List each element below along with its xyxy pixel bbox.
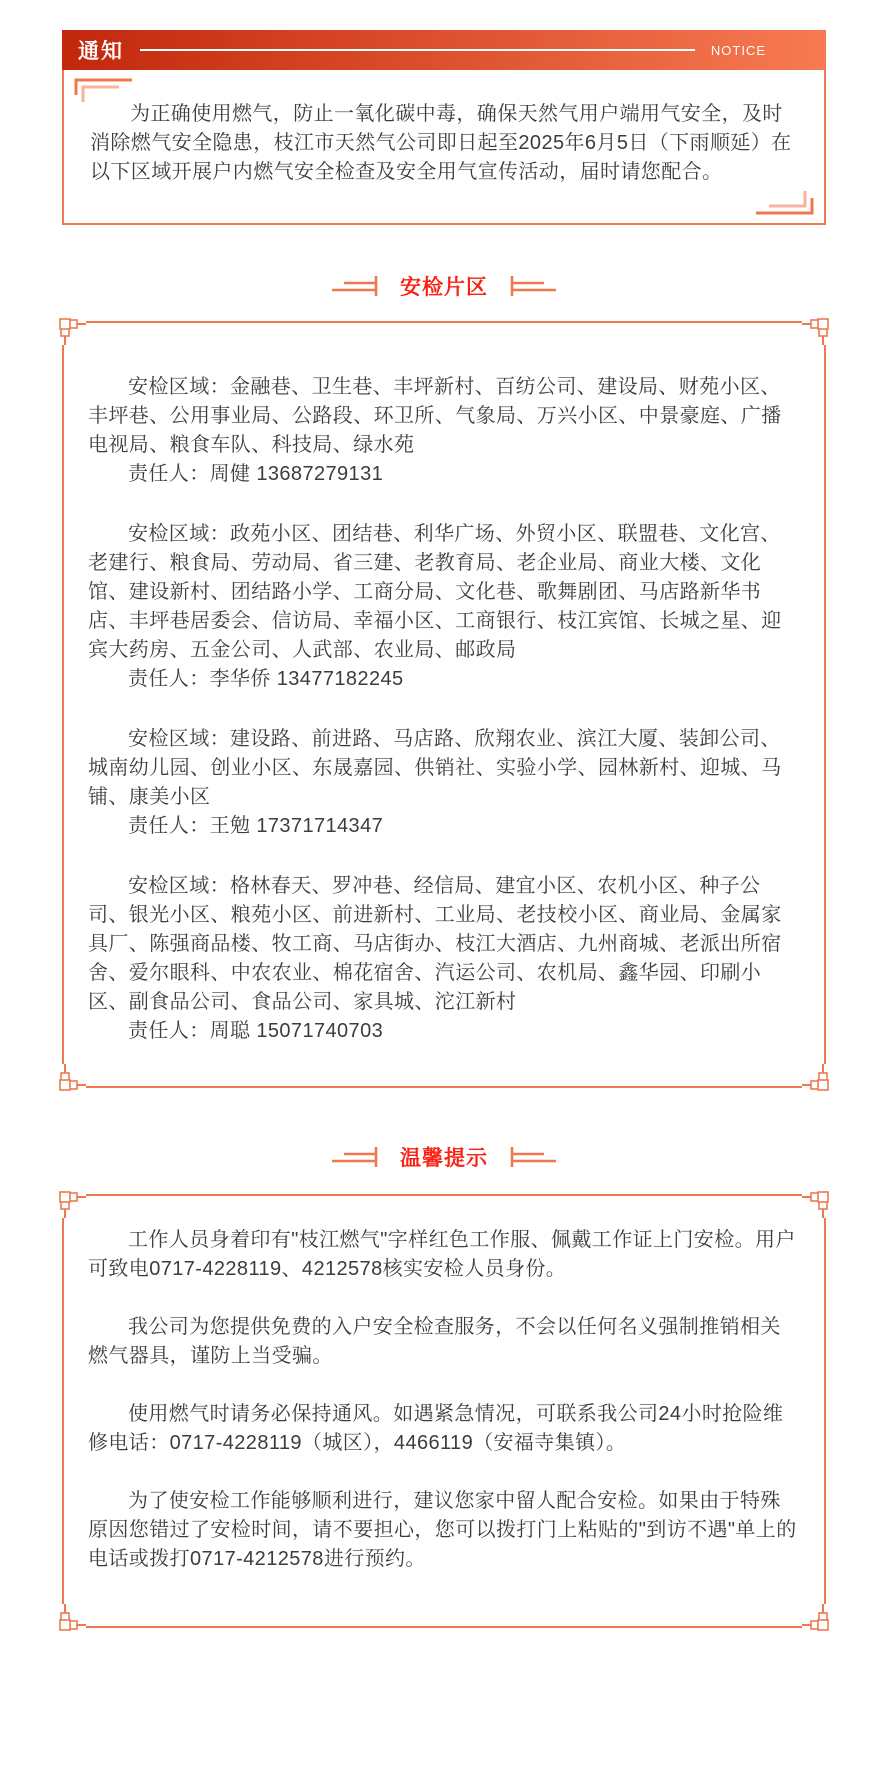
zone-area-text: 安检区域：格林春天、罗冲巷、经信局、建宜小区、农机小区、种子公司、银光小区、粮苑小区、前进新村、工业局、老技校小区、商业局、金属家具厂、陈强商品楼、牧工商、马店街办、枝江大酒店、九州商城、老派出所宿舍、爱尔眼科、中农农业、棉花宿舍、汽运公司、农机局、鑫华园、印刷小区、副食品公司、食品公司、家具城、沱江新村: [88, 875, 782, 1013]
corner-ornament-icon: [802, 1604, 832, 1634]
corner-ornament-icon: [802, 1188, 832, 1218]
zone-area-text: 安检区域：金融巷、卫生巷、丰坪新村、百纺公司、建设局、财苑小区、丰坪巷、公用事业局、公路段、环卫所、气象局、万兴小区、中景豪庭、广播电视局、粮食车队、科技局、绿水苑: [88, 376, 782, 456]
header-divider-line: [140, 49, 695, 51]
zone-contact-text: 责任人：王勉 17371714347: [128, 815, 384, 837]
bracket-right-icon: [500, 1145, 556, 1169]
corner-ornament-icon: [56, 1064, 86, 1094]
zone-item: [88, 520, 800, 694]
section-title: 温馨提示: [400, 1147, 488, 1170]
corner-ornament-icon: [56, 315, 86, 345]
tip-text: 我公司为您提供免费的入户安全检查服务，不会以任何名义强制推销相关燃气器具，谨防上当受骗。: [88, 1316, 781, 1367]
notice-header-bar: [62, 30, 826, 70]
angle-mark-icon: [754, 185, 814, 215]
section-title: 安检片区: [400, 276, 488, 299]
bracket-left-icon: [332, 274, 388, 298]
tip-text: 工作人员身着印有"枝江燃气"字样红色工作服、佩戴工作证上门安检。用户可致电0717-4228119、4212578核实安检人员身份。: [88, 1229, 796, 1280]
zone-contact-text: 责任人：周健 13687279131: [128, 463, 384, 485]
tips-box: [62, 1194, 826, 1628]
corner-ornament-icon: [56, 1188, 86, 1218]
zone-contact-text: 责任人：周聪 15071740703: [128, 1020, 384, 1042]
zone-item: [88, 725, 800, 841]
angle-mark-icon: [74, 78, 134, 108]
header-title: 通知: [78, 40, 124, 63]
zone-item: [88, 872, 800, 1046]
bracket-right-icon: [500, 274, 556, 298]
corner-ornament-icon: [802, 315, 832, 345]
tip-text: 为了使安检工作能够顺利进行，建议您家中留人配合安检。如果由于特殊原因您错过了安检时间，请不要担心，您可以拨打门上粘贴的"到访不遇"单上的电话或拨打0717-4212578进行预约。: [88, 1490, 797, 1570]
section-header-tips: [62, 1142, 826, 1172]
notice-page: [62, 0, 826, 1664]
zones-box: [62, 321, 826, 1088]
zone-area-text: 安检区域：建设路、前进路、马店路、欣翔农业、滨江大厦、装卸公司、城南幼儿园、创业小区、东晟嘉园、供销社、实验小学、园林新村、迎城、马铺、康美小区: [88, 728, 782, 808]
zone-item: [88, 373, 800, 489]
corner-ornament-icon: [56, 1604, 86, 1634]
section-header-zones: [62, 271, 826, 301]
intro-text: 为正确使用燃气，防止一氧化碳中毒，确保天然气用户端用气安全，及时消除燃气安全隐患，枝江市天然气公司即日起至2025年6月5日（下雨顺延）在以下区域开展户内燃气安全检查及安全用气宣传活动，届时请您配合。: [90, 103, 792, 183]
corner-ornament-icon: [802, 1064, 832, 1094]
zone-contact-text: 责任人：李华侨 13477182245: [128, 668, 404, 690]
header-subtitle: NOTICE: [710, 42, 766, 58]
zone-area-text: 安检区域：政苑小区、团结巷、利华广场、外贸小区、联盟巷、文化宫、老建行、粮食局、劳动局、省三建、老教育局、老企业局、商业大楼、文化馆、建设新村、团结路小学、工商分局、文化巷、歌舞剧团、马店路新华书店、丰坪巷居委会、信访局、幸福小区、工商银行、枝江宾馆、长城之星、迎宾大药房、五金公司、人武部、农业局、邮政局: [88, 523, 782, 661]
intro-box: [62, 70, 826, 225]
tip-text: 使用燃气时请务必保持通风。如遇紧急情况，可联系我公司24小时抢险维修电话：0717-4228119（城区），4466119（安福寺集镇）。: [88, 1403, 784, 1454]
bracket-left-icon: [332, 1145, 388, 1169]
